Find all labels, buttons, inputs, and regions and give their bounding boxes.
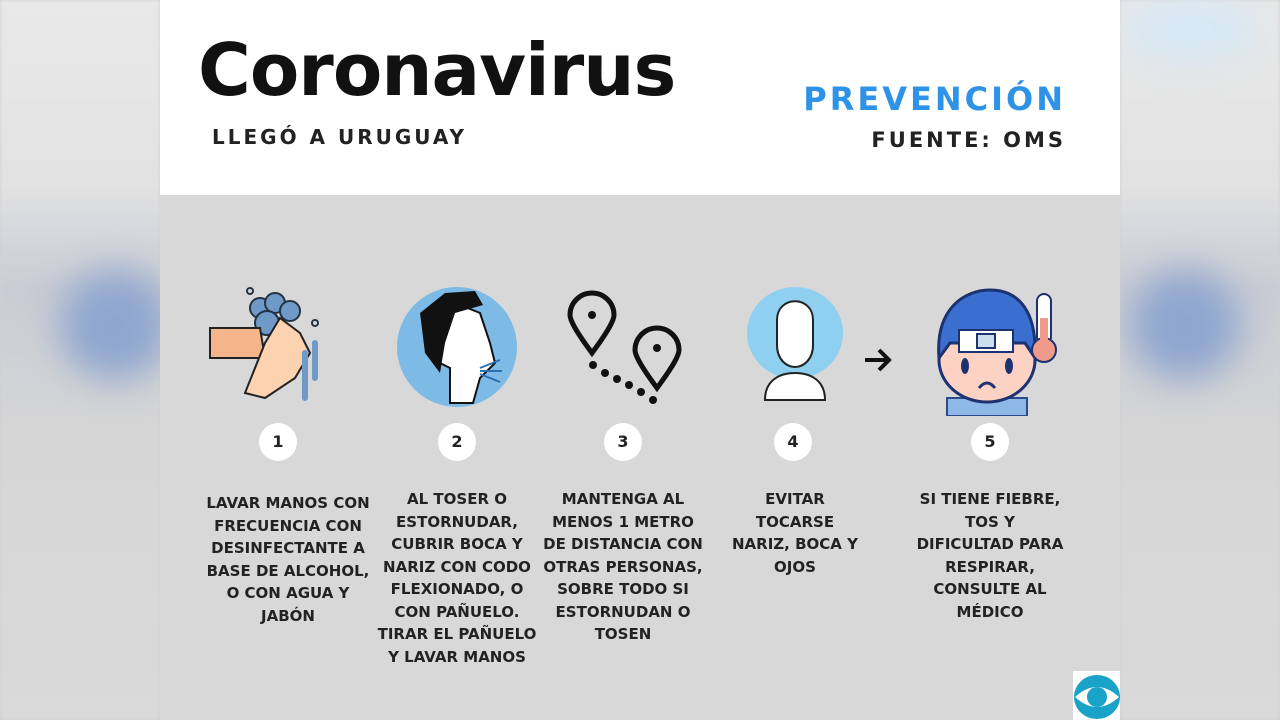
source-label: FUENTE: OMS (871, 128, 1066, 152)
page-title: Coronavirus (198, 28, 676, 112)
step-number-2: 2 (438, 423, 476, 461)
step-text-4: EVITAR TOCARSE NARIZ, BOCA Y OJOS (732, 490, 858, 576)
channel-eye-logo (1073, 671, 1120, 720)
sneezing-person-icon (395, 283, 520, 408)
step-text-3: MANTENGA AL MENOS 1 METRO DE DISTANCIA CON OTRAS PERSONAS, SOBRE TODO SI ESTORNUDAN O TOSEN (543, 490, 703, 643)
step-number-5: 5 (971, 423, 1009, 461)
step-text-2: AL TOSER O ESTORNUDAR, CUBRIR BOCA Y NARIZ CON CODO FLEXIONADO, O CON PAÑUELO. TIRAR EL PAÑUELO Y LAVAR MANOS (377, 490, 537, 666)
fever-icon (925, 288, 1075, 416)
step-number-1: 1 (259, 423, 297, 461)
face-icon (745, 285, 845, 405)
distance-pins-icon (565, 290, 690, 410)
blurred-background-right (1120, 0, 1280, 720)
step-text-1: LAVAR MANOS CON FRECUENCIA CON DESINFECTANTE A BASE DE ALCOHOL, O CON AGUA Y JABÓN (206, 494, 370, 625)
header (160, 0, 1120, 195)
infographic (160, 0, 1120, 720)
arrow-right-icon (863, 346, 893, 374)
step-number-4: 4 (774, 423, 812, 461)
step-number-3: 3 (604, 423, 642, 461)
subtitle: LLEGÓ A URUGUAY (212, 125, 467, 149)
section-title: PREVENCIÓN (803, 80, 1066, 118)
blurred-background-left (0, 0, 160, 720)
hand-washing-icon (205, 283, 335, 403)
step-text-5: SI TIENE FIEBRE, TOS Y DIFICULTAD PARA RESPIRAR, CONSULTE AL MÉDICO (916, 490, 1064, 621)
